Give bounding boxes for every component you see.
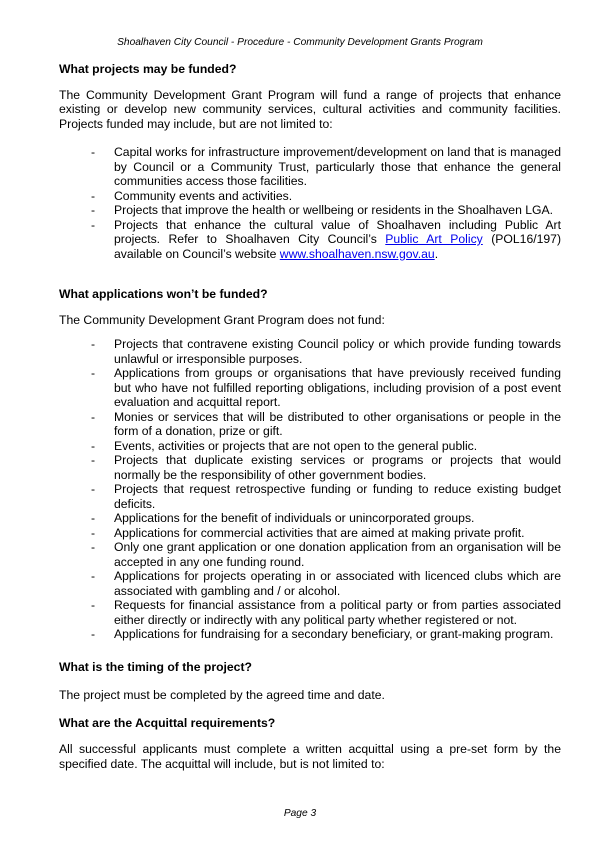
page-header: Shoalhaven City Council - Procedure - Community Development Grants Program (117, 37, 483, 48)
list-item: - Applications from groups or organisations that have previously received funding but who have not fulfilled reporting obligations, including provision of a post event evaluation and acquittal report. (91, 366, 561, 409)
public-art-policy-link[interactable]: Public Art Policy (385, 232, 483, 246)
list-item: - Community events and activities. (91, 188, 293, 203)
list-item: - Events, activities or projects that are not open to the general public. (91, 438, 478, 453)
document-body (59, 62, 561, 771)
list-item: - Projects that duplicate existing services or programs or projects that would normally be the responsibility of other government bodies. (91, 453, 561, 482)
funded-intro: The Community Development Grant Program will fund a range of projects that enhance existing or develop new community services, cultural activities and community facilities. Projects funded may include, but are not limited to: (59, 87, 561, 131)
list-item: - Projects that improve the health or wellbeing or residents in the Shoalhaven LGA. (91, 203, 553, 217)
timing-text: The project must be completed by the agreed time and date. (59, 688, 385, 702)
list-item: - Monies or services that will be distributed to other organisations or people in the form of a donation, prize or gift. (91, 409, 561, 438)
funded-list (59, 145, 561, 261)
list-item: - Requests for financial assistance from a political party or from parties associated either directly or indirectly with any political party whether registered or not. (91, 598, 561, 627)
heading-acquittal: What are the Acquittal requirements? (59, 715, 276, 730)
list-item: - Capital works for infrastructure improvement/development on land that is managed by Council or a Community Trust, particularly those that enhance the general communities access those facilities. (91, 145, 561, 188)
council-website-link[interactable]: www.shoalhaven.nsw.gov.au (279, 246, 435, 261)
list-item: - Only one grant application or one donation application from an organisation will be accepted in any one funding round. (91, 540, 561, 569)
heading-funded: What projects may be funded? (59, 62, 237, 76)
not-funded-intro: The Community Development Grant Program does not fund: (59, 312, 385, 327)
heading-not-funded: What applications won’t be funded? (59, 287, 268, 301)
list-item: - Projects that contravene existing Council policy or which provide funding towards unlawful or irresponsible purposes. (91, 337, 561, 366)
list-item: - Applications for commercial activities that are aimed at making private profit. (91, 525, 525, 540)
list-item: - Applications for projects operating in or associated with licenced clubs which are associated with gambling and / or alcohol. (91, 569, 561, 598)
acquittal-text: All successful applicants must complete a written acquittal using a pre-set form by the specified date. The acquittal will include, but is not limited to: (59, 742, 561, 771)
heading-timing: What is the timing of the project? (59, 659, 252, 674)
list-item: - Applications for the benefit of individuals or unincorporated groups. (91, 511, 475, 525)
list-item: - Projects that request retrospective funding or funding to reduce existing budget deficits. (91, 482, 561, 511)
list-item: - Applications for fundraising for a secondary beneficiary, or grant-making program. (91, 627, 554, 641)
not-funded-list (59, 337, 561, 642)
page-number: Page 3 (283, 808, 317, 819)
list-item: - Projects that enhance the cultural value of Shoalhaven including Public Art projects. Refer to Shoalhaven City Council’s Public Art Policy (POL16/197) available on Council’s website www.shoalhaven.nsw.gov.au. (91, 217, 562, 261)
